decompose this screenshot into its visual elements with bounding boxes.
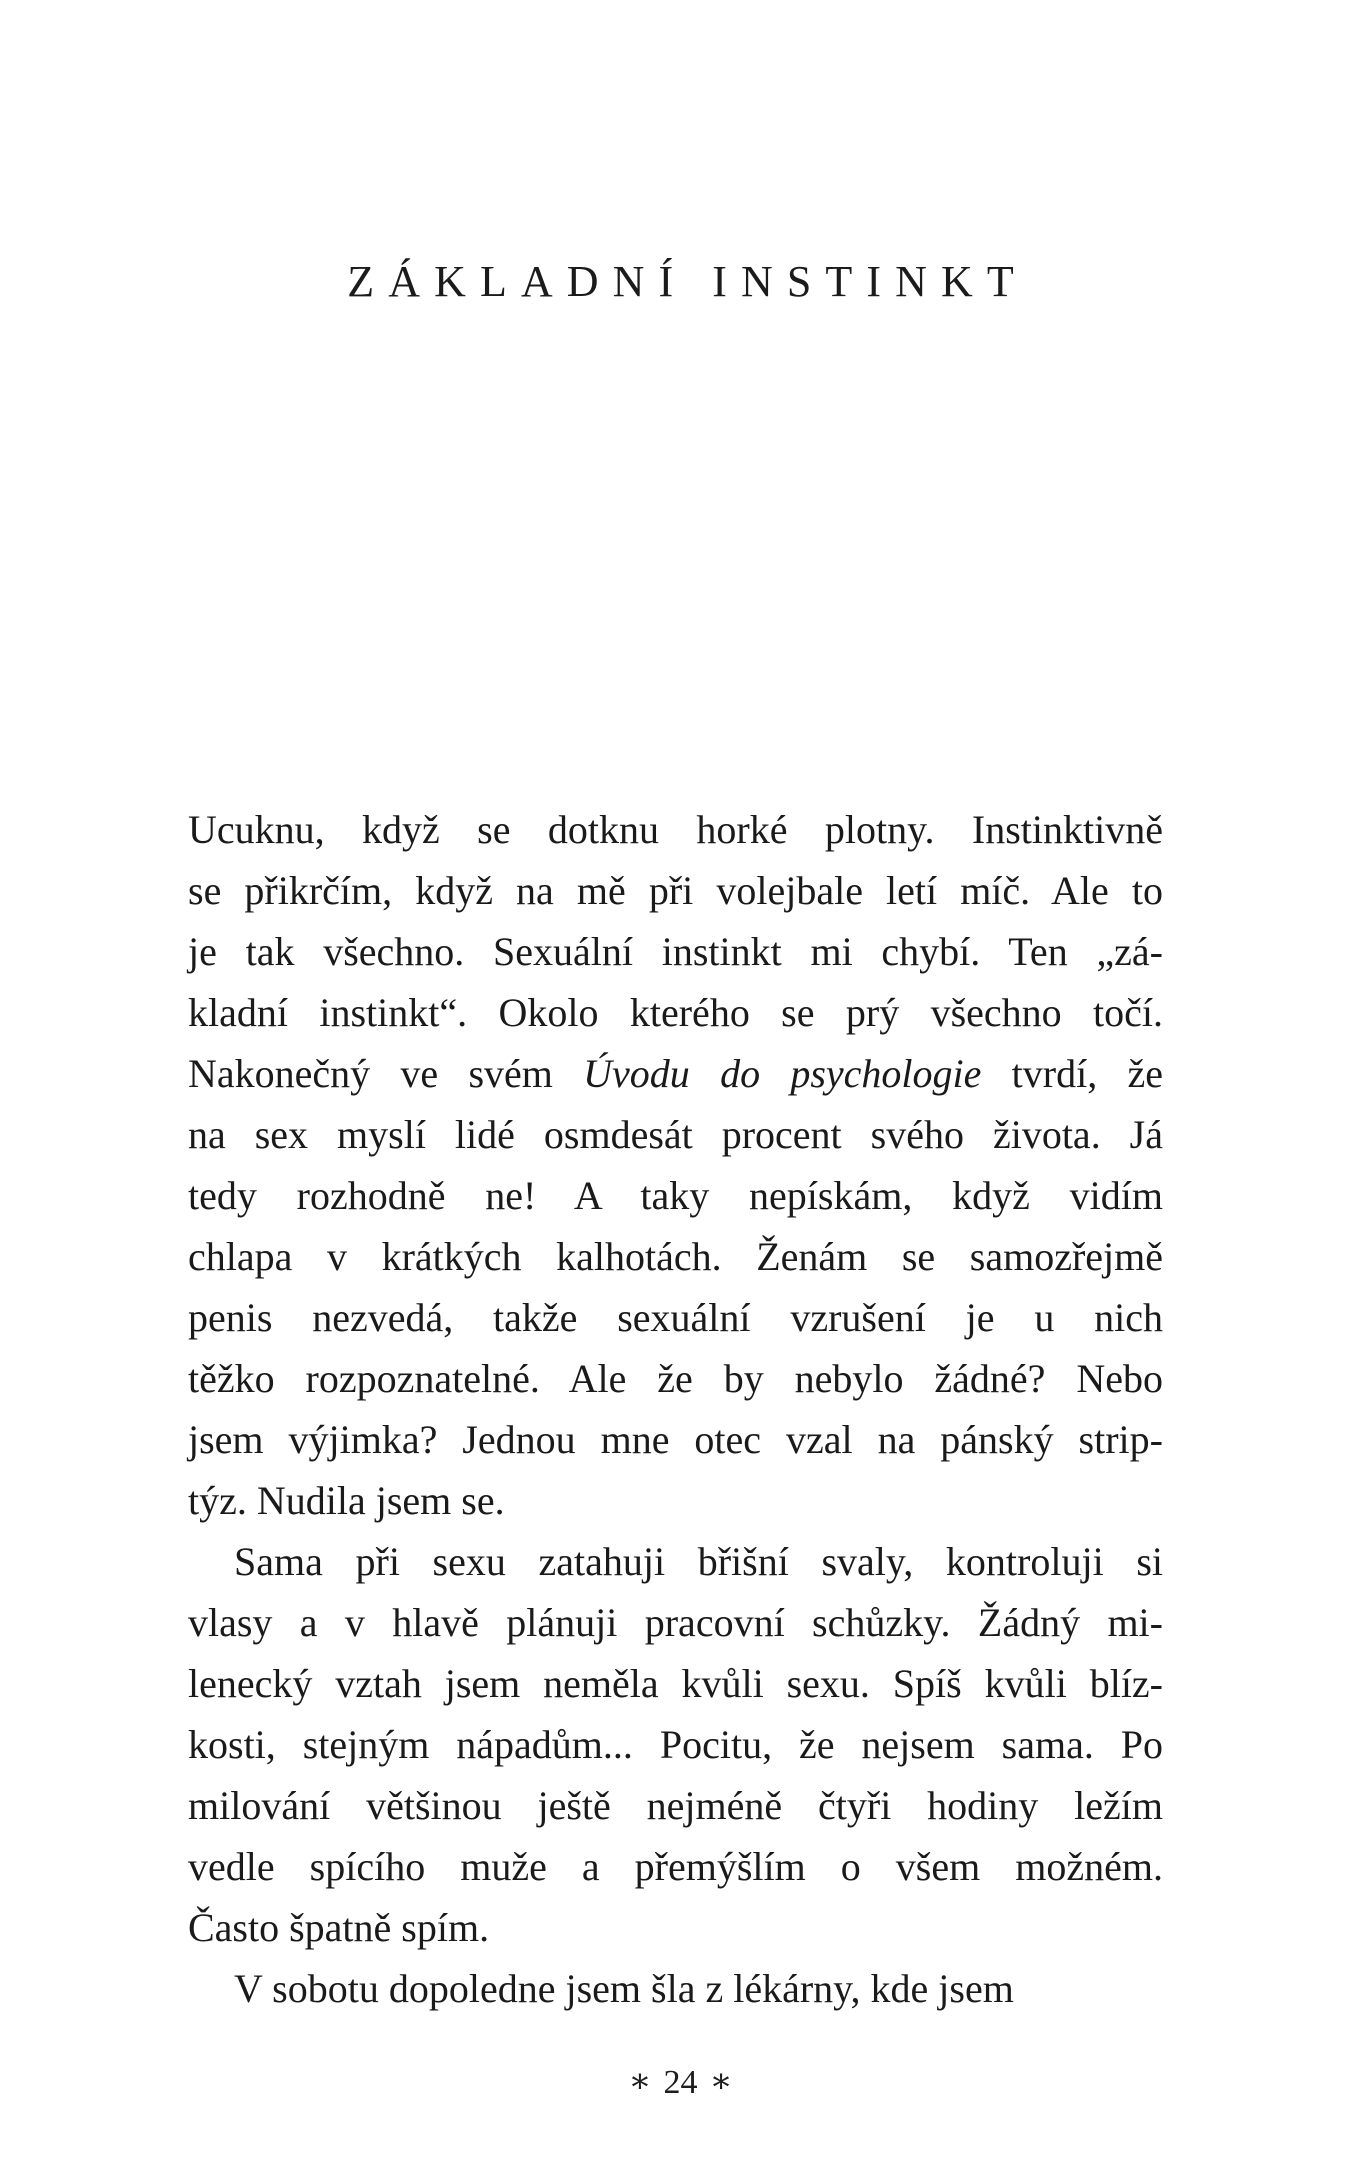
text-line bbox=[188, 1531, 1163, 1592]
text-segment: kladní instinkt“. Okolo kterého se prý všechno točí. bbox=[188, 990, 1163, 1035]
text-segment: Sama při sexu zatahuji břišní svaly, kontroluji si bbox=[234, 1539, 1163, 1584]
text-segment: tvrdí, že bbox=[981, 1051, 1164, 1096]
text-segment: vlasy a v hlavě plánuji pracovní schůzky. Žádný mi- bbox=[188, 1600, 1163, 1645]
text-line bbox=[188, 921, 1163, 982]
chapter-title: ZÁKLADNÍ INSTINKT bbox=[347, 257, 1028, 306]
text-segment: milování většinou ještě nejméně čtyři hodiny ležím bbox=[188, 1783, 1163, 1828]
text-line bbox=[188, 1897, 1163, 1958]
text-line bbox=[188, 1104, 1163, 1165]
text-segment: V sobotu dopoledne jsem šla z lékárny, kde jsem bbox=[234, 1966, 1014, 2011]
text-line bbox=[188, 1348, 1163, 1409]
text-segment: kosti, stejným nápadům... Pocitu, že nejsem sama. Po bbox=[188, 1722, 1163, 1767]
page-footer bbox=[0, 2062, 1361, 2102]
text-segment: těžko rozpoznatelné. Ale že by nebylo žádné? Nebo bbox=[188, 1356, 1163, 1401]
text-line bbox=[188, 799, 1163, 860]
text-line bbox=[188, 1775, 1163, 1836]
text-line bbox=[188, 1592, 1163, 1653]
text-segment: týz. Nudila jsem se. bbox=[188, 1478, 505, 1523]
text-line bbox=[188, 1836, 1163, 1897]
text-line bbox=[188, 1226, 1163, 1287]
text-segment: Často špatně spím. bbox=[188, 1905, 490, 1950]
body-text bbox=[188, 799, 1163, 2019]
text-segment: Nakonečný ve svém bbox=[188, 1051, 584, 1096]
text-segment: jsem výjimka? Jednou mne otec vzal na pánský strip- bbox=[188, 1417, 1163, 1462]
text-segment: penis nezvedá, takže sexuální vzrušení je u nich bbox=[188, 1295, 1163, 1340]
text-line bbox=[188, 860, 1163, 921]
text-line bbox=[188, 1470, 1163, 1531]
page-number: 24 bbox=[663, 2064, 698, 2101]
italic-text-segment: Úvodu do psychologie bbox=[583, 1051, 982, 1096]
paragraph bbox=[188, 1531, 1163, 1958]
text-line bbox=[188, 1714, 1163, 1775]
text-segment: Ucuknu, když se dotknu horké plotny. Instinktivně bbox=[188, 807, 1163, 852]
text-segment: je tak všechno. Sexuální instinkt mi chybí. Ten „zá- bbox=[188, 929, 1163, 974]
text-line bbox=[188, 1409, 1163, 1470]
paragraph bbox=[188, 799, 1163, 1531]
text-line bbox=[188, 1958, 1163, 2019]
footer-ornament-right: ∗ bbox=[709, 2063, 733, 2100]
text-segment: chlapa v krátkých kalhotách. Ženám se samozřejmě bbox=[188, 1234, 1163, 1279]
paragraph bbox=[188, 1958, 1163, 2019]
text-line bbox=[188, 1287, 1163, 1348]
text-segment: lenecký vztah jsem neměla kvůli sexu. Spíš kvůli blíz- bbox=[188, 1661, 1163, 1706]
text-line bbox=[188, 1043, 1163, 1104]
text-line bbox=[188, 1165, 1163, 1226]
footer-ornament-left: ∗ bbox=[628, 2063, 652, 2100]
text-line bbox=[188, 982, 1163, 1043]
text-line bbox=[188, 1653, 1163, 1714]
text-segment: na sex myslí lidé osmdesát procent svého života. Já bbox=[188, 1112, 1163, 1157]
text-segment: se přikrčím, když na mě při volejbale letí míč. Ale to bbox=[188, 868, 1163, 913]
text-segment: tedy rozhodně ne! A taky nepískám, když vidím bbox=[188, 1173, 1163, 1218]
text-segment: vedle spícího muže a přemýšlím o všem možném. bbox=[188, 1844, 1163, 1889]
